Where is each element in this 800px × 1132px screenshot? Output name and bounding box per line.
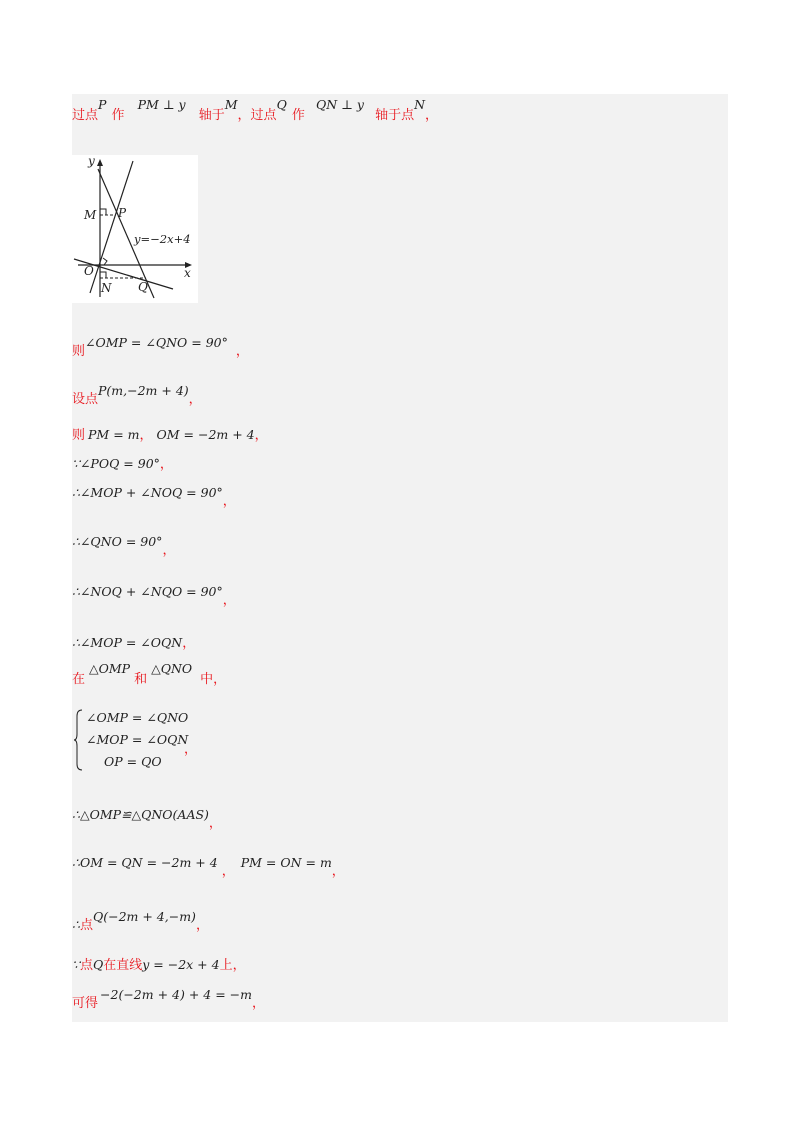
math-N: N	[414, 97, 426, 112]
y-arrow	[97, 159, 103, 166]
label-N: N	[101, 281, 112, 295]
system-row-3: OP = QO	[104, 754, 162, 769]
line-angles-90	[72, 332, 249, 359]
math-Q: Q	[92, 957, 104, 972]
text-segment: ，	[159, 457, 173, 472]
math-because: ∵	[72, 957, 80, 972]
text-segment: 作	[111, 108, 125, 123]
math-expression: −2(−2m + 4) + 4 = −m	[100, 987, 252, 1002]
label-O: O	[84, 264, 94, 278]
line-construction	[72, 97, 439, 123]
system-row-2: ∠MOP = ∠OQN	[86, 732, 189, 747]
line-OM-QN	[72, 852, 345, 879]
label-y: y	[88, 155, 95, 168]
left-brace	[74, 708, 84, 772]
line-set-point-P	[72, 380, 202, 407]
text-segment: 可得	[72, 996, 99, 1011]
text-segment: 过点	[72, 108, 99, 123]
text-segment: 和	[134, 672, 148, 687]
text-segment: 在直线	[103, 958, 143, 973]
line-therefore-MOP-OQN	[72, 632, 195, 651]
label-P: P	[118, 206, 127, 220]
line-congruent	[72, 804, 222, 831]
math-expression: ∠OMP = ∠QNO = 90°	[85, 335, 228, 350]
math-expression: OM = −2m + 4	[156, 427, 255, 442]
math-P: P	[98, 97, 107, 112]
text-segment: ，	[222, 593, 236, 608]
math-expression: P(m,−2m + 4)	[98, 383, 189, 398]
right-angle-M	[100, 209, 106, 215]
math-expression: ∴∠MOP + ∠NOQ = 90°	[72, 485, 223, 500]
line-in-triangles	[72, 661, 227, 687]
math-expression: PM = ON = m	[240, 855, 332, 870]
system-row-1: ∠OMP = ∠QNO	[86, 710, 189, 725]
math-expression: △OMP	[89, 661, 131, 676]
line-Q-on-line	[72, 954, 246, 973]
text-segment: ，	[251, 996, 265, 1011]
math-expression: ∵∠POQ = 90°	[72, 456, 160, 471]
math-expression: Q(−2m + 4,−m)	[92, 909, 196, 924]
text-segment: 轴于点	[375, 108, 415, 123]
math-expression: y = −2x + 4	[142, 957, 220, 972]
text-segment: ，	[254, 428, 268, 443]
math-therefore: ∴	[72, 917, 80, 932]
right-angle-N	[100, 272, 106, 278]
line-because-POQ	[72, 453, 173, 472]
text-segment: ，过点	[237, 108, 277, 123]
text-segment: 设点	[72, 392, 99, 407]
text-segment: ，	[331, 864, 345, 879]
line-result-equation	[72, 984, 265, 1011]
text-segment: ，	[235, 344, 249, 359]
label-M: M	[84, 208, 97, 222]
line-OP	[90, 161, 133, 293]
text-segment: 则	[72, 344, 86, 359]
text-segment: 则	[72, 428, 86, 443]
math-expression: ∴OM = QN = −2m + 4	[72, 855, 218, 870]
text-segment: 轴于	[198, 108, 225, 123]
label-line-equation: y=−2x+4	[134, 232, 191, 246]
line-therefore-NOQ-NQO	[72, 581, 236, 608]
text-segment: ，	[221, 864, 235, 879]
text-segment: 作	[291, 108, 305, 123]
coordinate-diagram	[72, 155, 198, 303]
text-segment: 中，	[200, 672, 227, 687]
math-expression: PM ⊥ y	[137, 97, 186, 112]
text-segment: ，	[425, 108, 439, 123]
text-segment: ，	[184, 742, 198, 757]
text-segment: 上，	[219, 958, 246, 973]
math-M: M	[224, 97, 238, 112]
text-segment: ，	[182, 636, 196, 651]
math-expression: ∴∠QNO = 90°	[72, 534, 163, 549]
line-therefore-sum	[72, 482, 236, 509]
math-expression: ∴△OMP≌△QNO(AAS)	[72, 807, 209, 822]
math-expression: PM = m	[88, 427, 140, 442]
text-segment: 点	[79, 958, 93, 973]
math-expression: △QNO	[151, 661, 193, 676]
text-segment: ，	[139, 428, 153, 443]
text-segment: ，	[188, 392, 202, 407]
text-segment: ，	[208, 816, 222, 831]
text-segment: 点	[79, 918, 93, 933]
right-angle-O	[103, 258, 107, 265]
text-segment: 在	[72, 672, 86, 687]
label-x: x	[184, 266, 191, 280]
label-Q: Q	[138, 280, 148, 294]
math-expression: QN ⊥ y	[316, 97, 364, 112]
line-point-Q	[72, 906, 209, 933]
math-expression: ∴∠MOP = ∠OQN	[72, 635, 183, 650]
math-expression: ∴∠NOQ + ∠NQO = 90°	[72, 584, 223, 599]
line-therefore-QNO	[72, 531, 176, 558]
line-PM-OM	[72, 424, 268, 443]
text-segment: ，	[222, 494, 236, 509]
geometry-figure	[72, 155, 198, 303]
math-Q: Q	[276, 97, 287, 112]
text-segment: ，	[195, 918, 209, 933]
text-segment: ，	[162, 543, 176, 558]
